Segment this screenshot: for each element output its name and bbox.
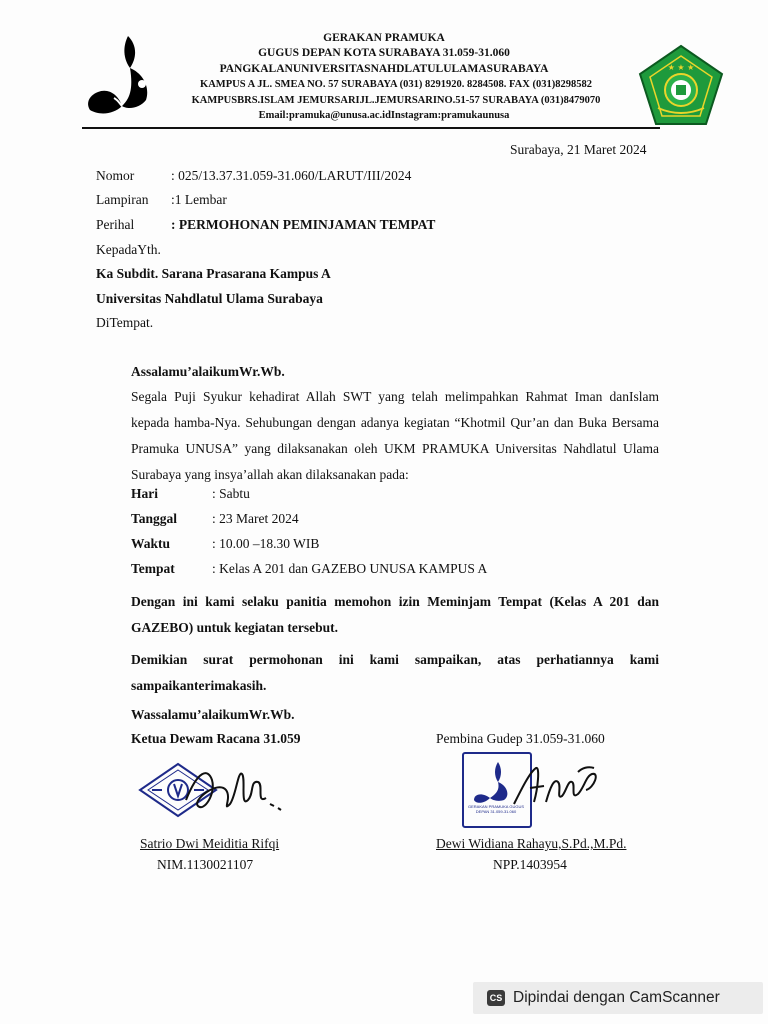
recipient-place: DiTempat. (96, 315, 154, 330)
org-name: GERAKAN PRAMUKA (323, 32, 445, 44)
gudep-line: GUGUS DEPAN KOTA SURABAYA 31.059-31.060 (258, 47, 510, 59)
recipient-line2: Universitas Nahdlatul Ulama Surabaya (96, 291, 323, 306)
svg-text:★ ★ ★: ★ ★ ★ (667, 63, 695, 72)
signature-right-scribble (508, 758, 608, 818)
meta-value-lampiran: :1 Lembar (171, 192, 227, 207)
signer-right-name: Dewi Widiana Rahayu,S.Pd.,M.Pd. (436, 836, 627, 851)
detail-value-tempat: : Kelas A 201 dan GAZEBO UNUSA KAMPUS A (212, 561, 488, 576)
camscanner-watermark (473, 982, 763, 1014)
recipient-greeting: KepadaYth. (96, 242, 161, 257)
detail-value-waktu: : 10.00 –18.30 WIB (212, 536, 320, 551)
letterhead-rule (82, 127, 660, 129)
closing: Wassalamu’alaikumWr.Wb. (131, 707, 295, 722)
meta-label-nomor: Nomor (96, 168, 135, 183)
signer-left-name: Satrio Dwi Meiditia Rifqi (140, 836, 280, 851)
signer-right-title: Pembina Gudep 31.059-31.060 (436, 731, 605, 746)
contact-line: Email:pramuka@unusa.ac.idInstagram:pramukaunusa (258, 110, 510, 121)
detail-label-waktu: Waktu (131, 536, 171, 551)
meta-value-perihal: : PERMOHONAN PEMINJAMAN TEMPAT (171, 217, 436, 232)
signer-left-title: Ketua Dewam Racana 31.059 (131, 731, 301, 746)
paragraph-2: Dengan ini kami selaku panitia memohon izin Meminjam Tempat (Kelas A 201 dan GAZEBO) untuk kegiatan tersebut. (131, 594, 659, 635)
nu-logo (638, 44, 724, 126)
camscanner-icon: CS (487, 990, 505, 1006)
salam: Assalamu’alaikumWr.Wb. (131, 364, 285, 379)
detail-label-tanggal: Tanggal (131, 511, 178, 526)
detail-label-hari: Hari (131, 486, 158, 501)
stamp-right-text: GERAKAN PRAMUKA GUGUS DEPAN 31.059-31.060 (467, 804, 524, 814)
paragraph-1: Segala Puji Syukur kehadirat Allah SWT yang telah melimpahkan Rahmat Iman danIslam kepada hamba-Nya. Sehubungan dengan adanya kegiatan “Khotmil Qur’an dan Buka Bersama Pramuka UNUSA” yang dilaksanakan oleh UKM PRAMUKA Universitas Nahdlatul Ulama Surabaya yang insya’allah akan dilaksanakan pada: (131, 389, 659, 482)
meta-label-perihal: Perihal (96, 217, 135, 232)
meta-value-nomor: : 025/13.37.31.059-31.060/LARUT/III/2024 (171, 168, 412, 183)
address-a: KAMPUS A JL. SMEA NO. 57 SURABAYA (031) 8291920. 8284508. FAX (031)8298582 (200, 79, 592, 90)
detail-value-hari: : Sabtu (212, 486, 250, 501)
camscanner-label: Dipindai dengan CamScanner (513, 989, 720, 1006)
letter-date: Surabaya, 21 Maret 2024 (510, 142, 647, 157)
detail-value-tanggal: : 23 Maret 2024 (212, 511, 299, 526)
recipient-line1: Ka Subdit. Sarana Prasarana Kampus A (96, 266, 331, 281)
address-b: KAMPUSBRS.ISLAM JEMURSARIJL.JEMURSARINO.51-57 SURABAYA (031)8479070 (191, 95, 601, 106)
signature-left-scribble (178, 760, 288, 820)
detail-label-tempat: Tempat (131, 561, 175, 576)
signer-left-id: NIM.1130021107 (157, 857, 254, 872)
pangkalan-line: PANGKALANUNIVERSITASNAHDLATULULAMASURABAYA (219, 63, 549, 75)
signer-right-id: NPP.1403954 (493, 857, 567, 872)
meta-label-lampiran: Lampiran (96, 192, 149, 207)
paragraph-3: Demikian surat permohonan ini kami sampaikan, atas perhatiannya kami sampaikanterimakasih. (131, 652, 659, 693)
